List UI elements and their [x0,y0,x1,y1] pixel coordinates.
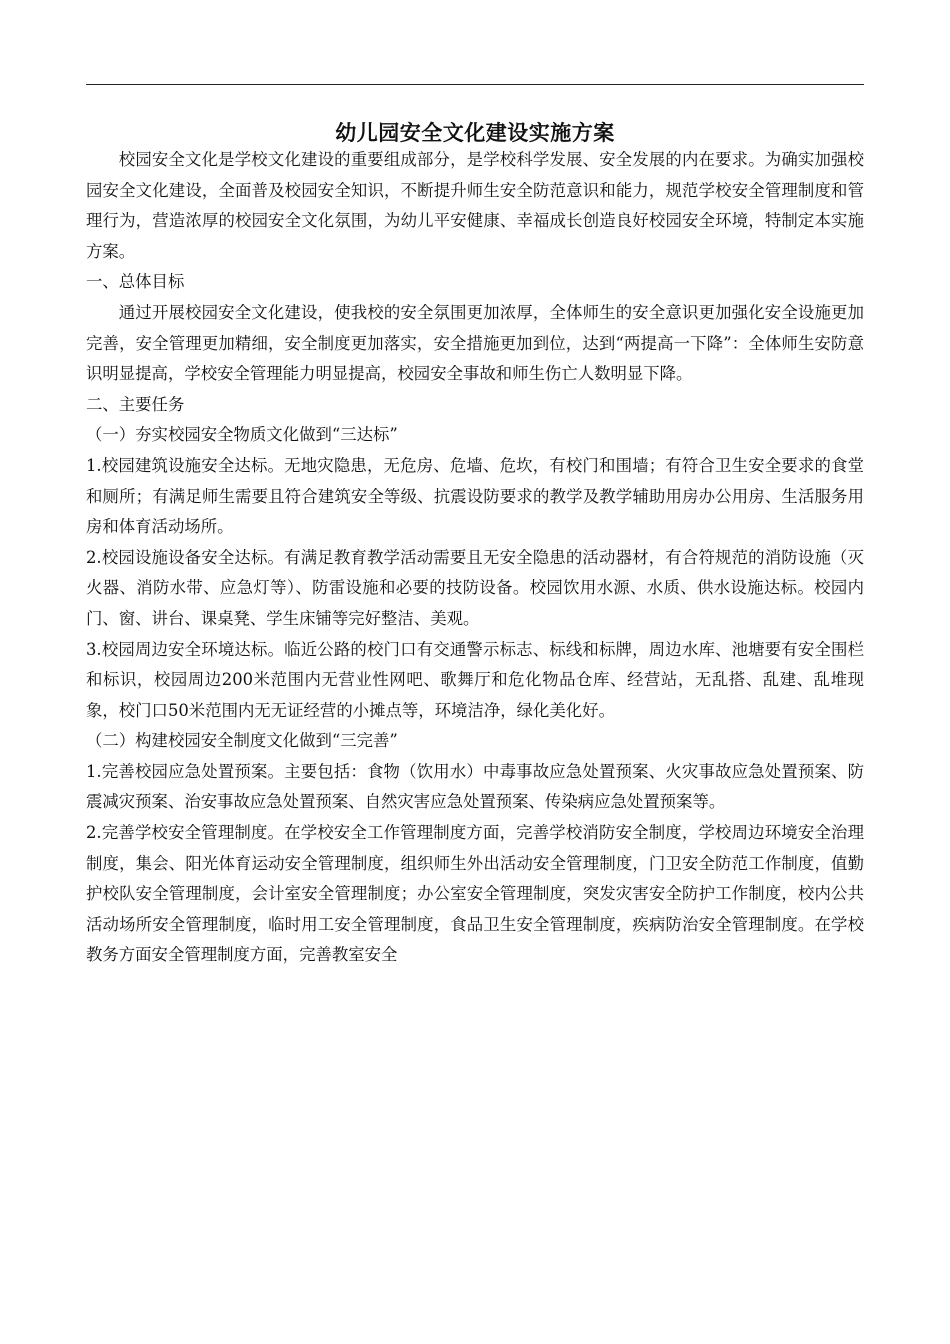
document-title: 幼儿园安全文化建设实施方案 [335,120,615,145]
system-item-1: 1.完善校园应急处置预案。主要包括：食物（饮用水）中毒事故应急处置预案、火灾事故应急处置预案、防震减灾预案、治安事故应急处置预案、自然灾害应急处置预案、传染病应急处置预案等。 [86,761,864,812]
material-item-3: 3.校园周边安全环境达标。临近公路的校门口有交通警示标志、标线和标牌，周边水库、池塘要有安全围栏和标识，校园周边200米范围内无营业性网吧、歌舞厅和危化物品仓库、经营站，无乱搭、乱建、乱堆现象，校门口50米范围内无无证经营的小摊点等，环境洁净，绿化美化好。 [86,639,864,720]
section-heading-goals: 一、总体目标 [86,272,185,292]
goals-paragraph: 通过开展校园安全文化建设，使我校的安全氛围更加浓厚，全体师生的安全意识更加强化安全设施更加完善，安全管理更加精细，安全制度更加落实，安全措施更加到位，达到“两提高一下降”：全体师生安防意识明显提高，学校安全管理能力明显提高，校园安全事故和师生伤亡人数明显下降。 [86,302,864,384]
material-item-2: 2.校园设施设备安全达标。有满足教育教学活动需要且无安全隐患的活动器材，有合符规范的消防设施（灭火器、消防水带、应急灯等）、防雷设施和必要的技防设备。校园饮用水源、水质、供水设施达标。校园内门、窗、讲台、课桌凳、学生床铺等完好整洁、美观。 [86,547,864,628]
section-heading-tasks: 二、主要任务 [86,394,185,414]
header-rule [86,84,864,85]
system-item-2: 2.完善学校安全管理制度。在学校安全工作管理制度方面，完善学校消防安全制度，学校周边环境安全治理制度，集会、阳光体育运动安全管理制度，组织师生外出活动安全管理制度，门卫安全防范工作制度，值勤护校队安全管理制度，会计室安全管理制度；办公室安全管理制度，突发灾害安全防护工作制度，校内公共活动场所安全管理制度，临时用工安全管理制度，食品卫生安全管理制度，疾病防治安全管理制度。在学校教务方面安全管理制度方面，完善教室安全 [86,823,864,965]
subsection-heading-system: （二）构建校园安全制度文化做到“三完善” [86,731,398,751]
material-item-1: 1.校园建筑设施安全达标。无地灾隐患，无危房、危墙、危坎，有校门和围墙；有符合卫生安全要求的食堂和厕所；有满足师生需要且符合建筑安全等级、抗震设防要求的教学及教学辅助用房办公用房、生活服务用房和体育活动场所。 [86,455,864,537]
subsection-heading-material: （一）夯实校园安全物质文化做到“三达标” [86,425,398,445]
intro-paragraph: 校园安全文化是学校文化建设的重要组成部分，是学校科学发展、安全发展的内在要求。为确实加强校园安全文化建设，全面普及校园安全知识，不断提升师生安全防范意识和能力，规范学校安全管理制度和管理行为，营造浓厚的校园安全文化氛围，为幼儿平安健康、幸福成长创造良好校园安全环境，特制定本实施方案。 [86,150,864,261]
document-body [86,145,864,971]
